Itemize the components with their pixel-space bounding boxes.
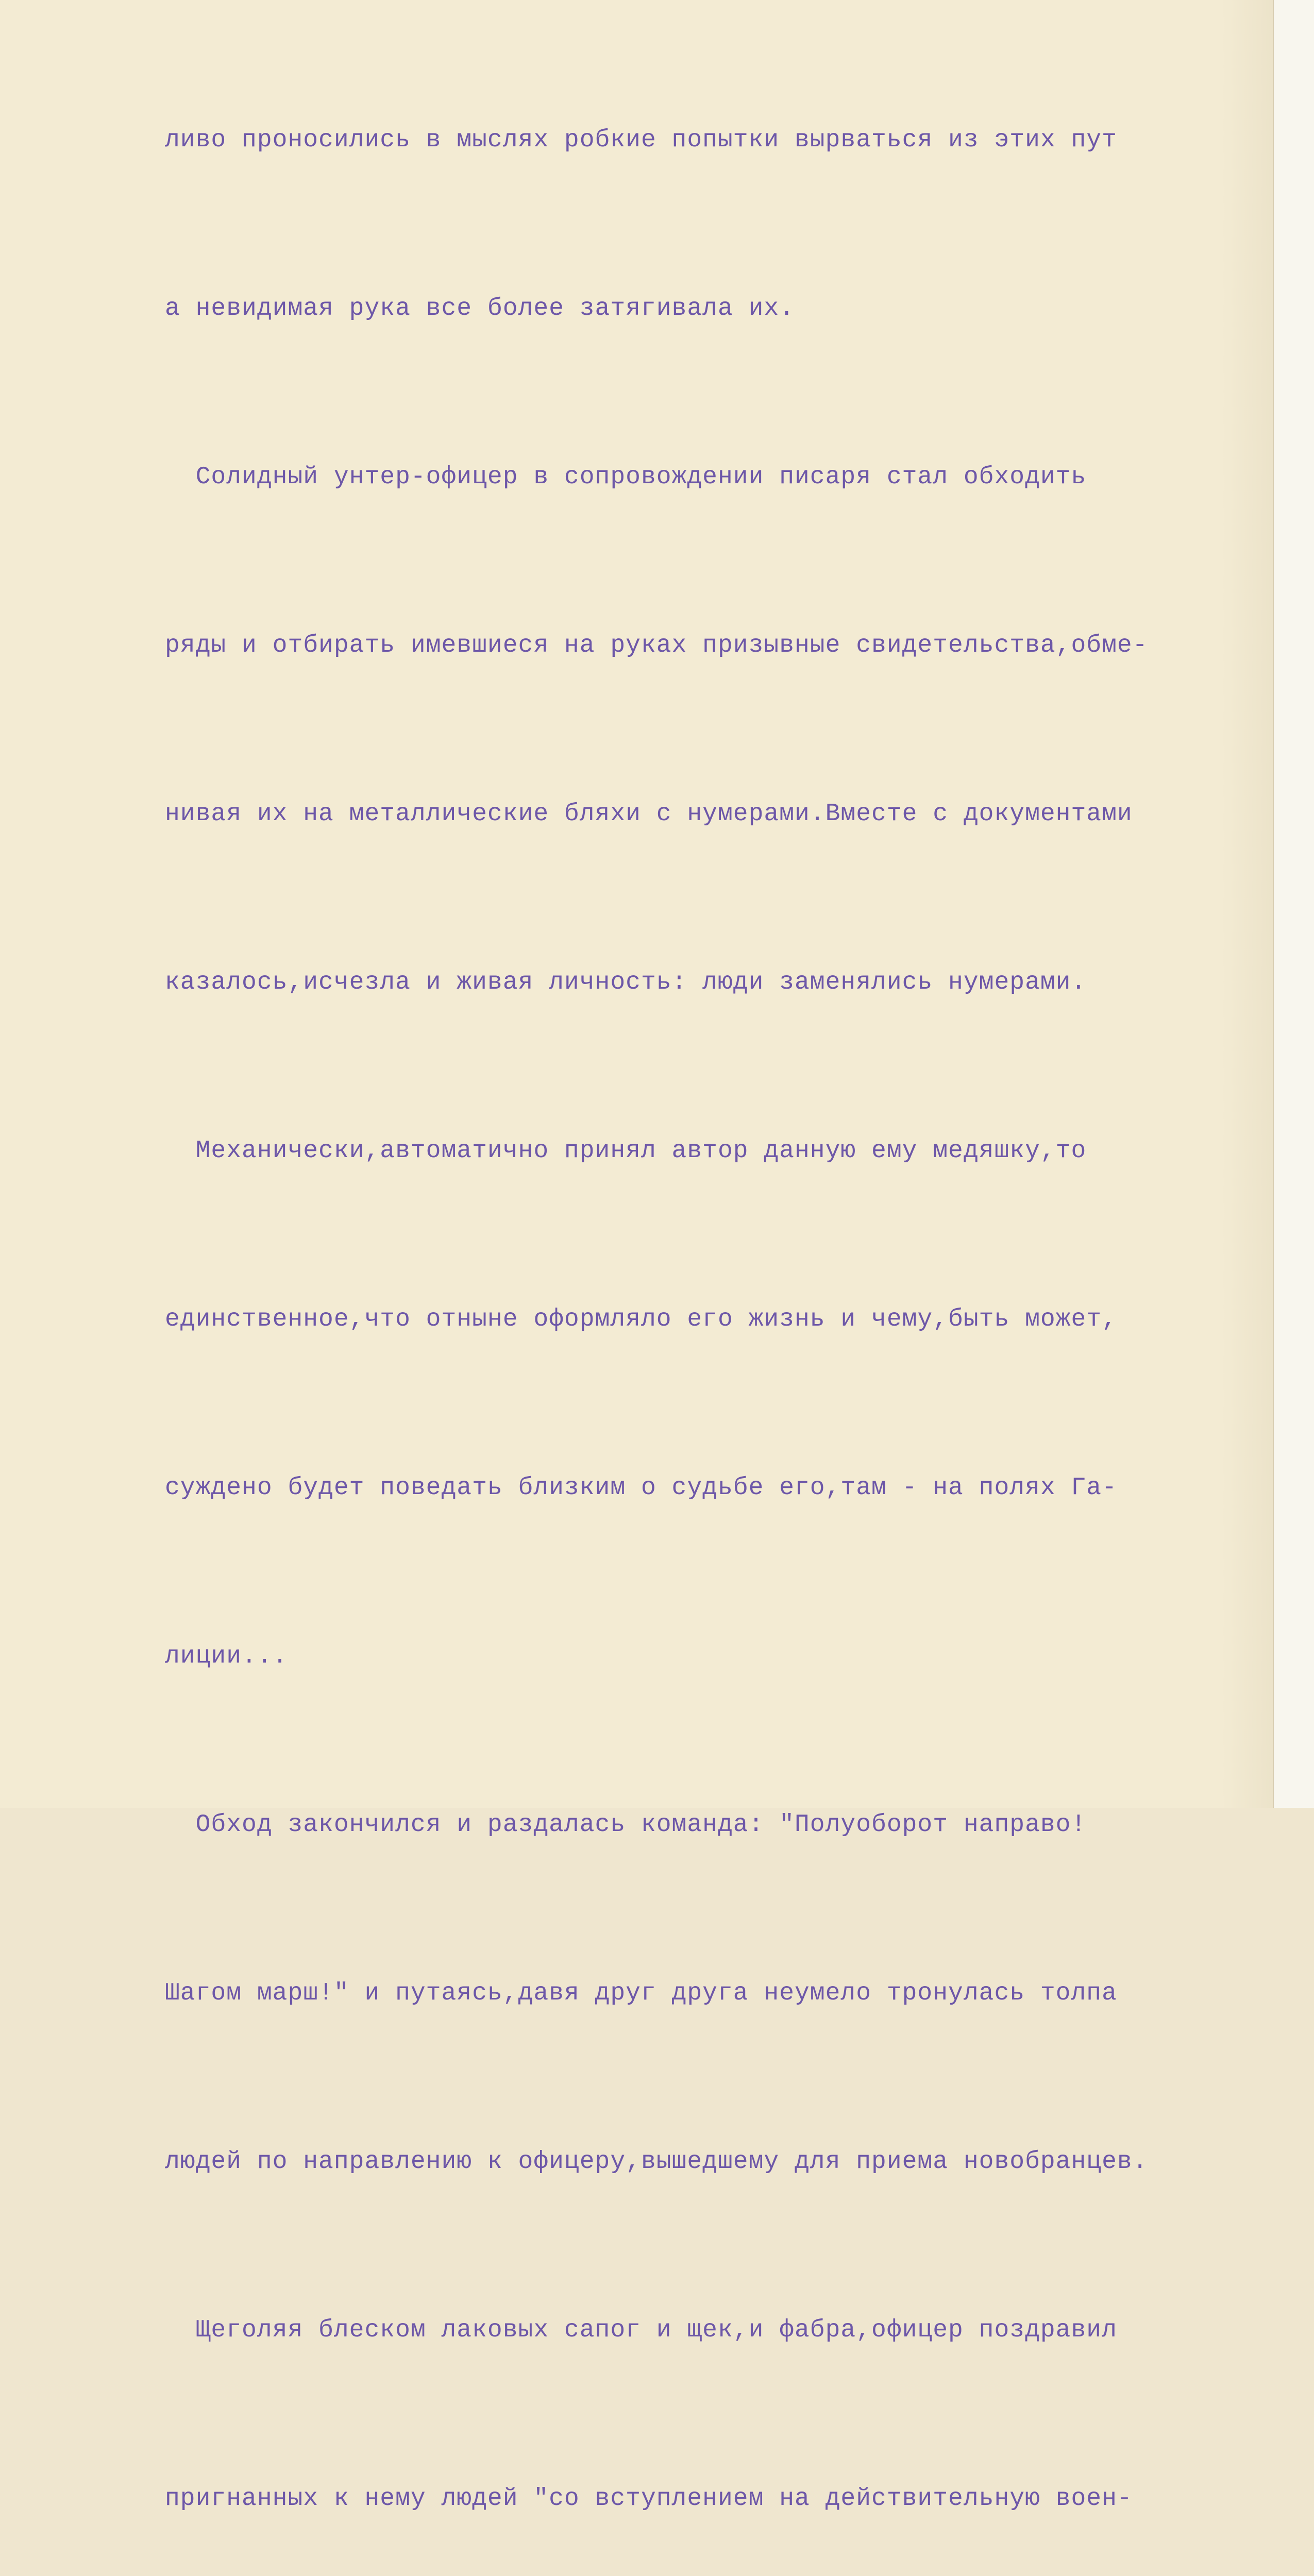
text-line-7: Механически,автоматично принял автор данную ему медяшку,то xyxy=(165,1137,1087,1165)
text-line-3: Солидный унтер-офицер в сопровождении писаря стал обходить xyxy=(165,463,1087,491)
text-line-4: ряды и отбирать имевшиеся на руках призывные свидетельства,обме- xyxy=(165,632,1148,659)
page-edge xyxy=(1273,0,1314,1808)
text-line-12: Шагом марш!" и путаясь,давя друг друга неумело тронулась толпа xyxy=(165,1979,1117,2007)
typewritten-text xyxy=(165,0,1262,2576)
text-line-1: ливо проносились в мыслях робкие попытки вырваться из этих пут xyxy=(165,126,1117,154)
text-line-14: Щеголяя блеском лаковых сапог и щек,и фабра,офицер поздравил xyxy=(165,2316,1117,2344)
text-line-10: лиции... xyxy=(165,1642,288,1670)
text-line-13: людей по направлению к офицеру,вышедшему для приема новобранцев. xyxy=(165,2148,1148,2176)
text-line-9: суждено будет поведать близким о судьбе его,там - на полях Га- xyxy=(165,1474,1117,1502)
text-line-6: казалось,исчезла и живая личность: люди заменялись нумерами. xyxy=(165,969,1087,996)
text-line-15: пригнанных к нему людей "со вступлением на действительную воен- xyxy=(165,2485,1133,2513)
text-line-5: нивая их на металлические бляхи с нумерами.Вместе с документами xyxy=(165,800,1133,828)
text-line-8: единственное,что отныне оформляло его жизнь и чему,быть может, xyxy=(165,1306,1117,1333)
text-line-11: Обход закончился и раздалась команда: "Полуоборот направо! xyxy=(165,1811,1087,1839)
text-line-2: а невидимая рука все более затягивала их. xyxy=(165,295,795,323)
